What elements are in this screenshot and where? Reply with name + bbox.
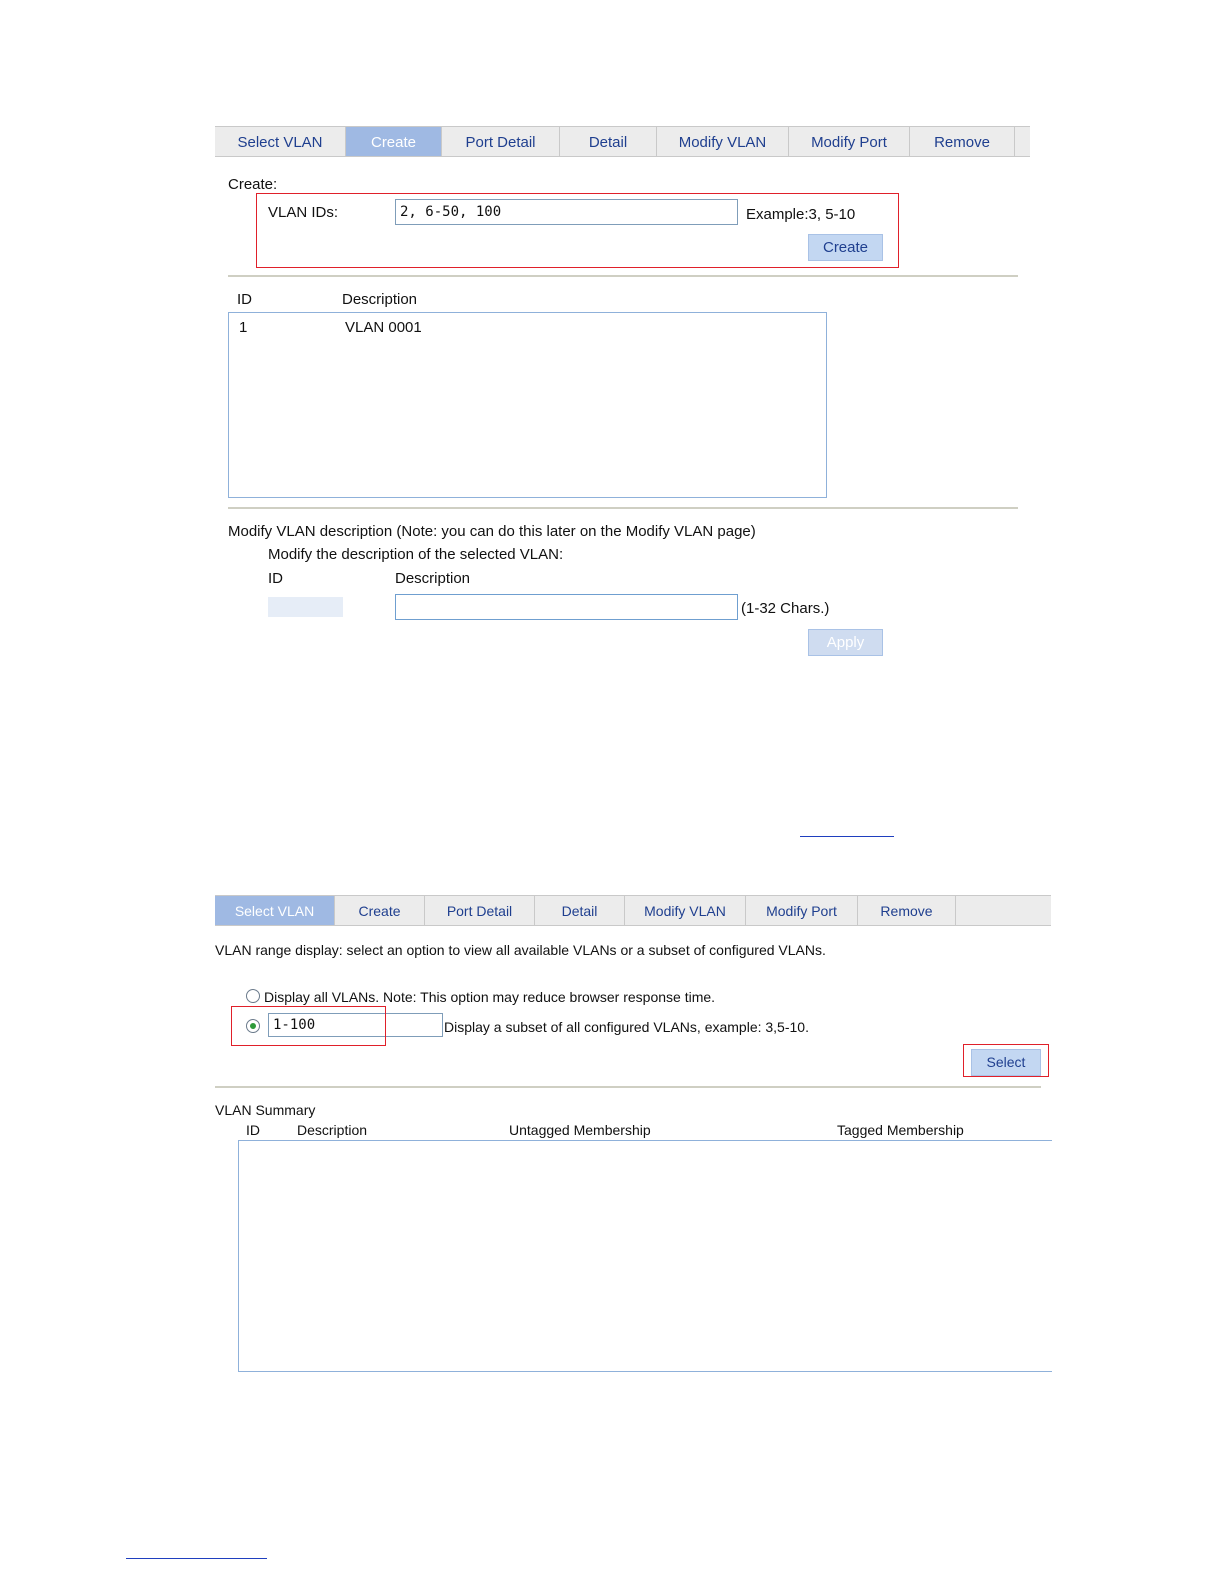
select-button[interactable]: Select xyxy=(971,1049,1041,1076)
display-all-radio[interactable] xyxy=(246,989,260,1003)
display-all-label: Display all VLANs. Note: This option may reduce browser response time. xyxy=(264,989,716,1005)
tab-modify-port[interactable]: Modify Port xyxy=(746,896,858,925)
tab-modify-port[interactable]: Modify Port xyxy=(789,127,910,156)
display-subset-label: Display a subset of all configured VLANs, example: 3,5-10. xyxy=(444,1019,809,1035)
column-description: Description xyxy=(297,1122,368,1138)
apply-button[interactable]: Apply xyxy=(808,629,883,656)
range-input-highlight xyxy=(231,1006,386,1046)
tab-remove[interactable]: Remove xyxy=(858,896,956,925)
vlan-summary-list[interactable] xyxy=(238,1140,1052,1372)
tab-modify-vlan[interactable]: Modify VLAN xyxy=(657,127,789,156)
list-item-id: 1 xyxy=(239,319,248,336)
tab-detail[interactable]: Detail xyxy=(560,127,657,156)
tab-create[interactable]: Create xyxy=(346,127,442,156)
vlan-ids-input[interactable] xyxy=(395,199,738,225)
vlan-ids-example: Example:3, 5-10 xyxy=(746,206,856,223)
modify-description-label: Description xyxy=(395,570,471,587)
divider xyxy=(228,275,1018,277)
top-tab-bar xyxy=(215,126,1030,157)
link-underline xyxy=(126,1558,267,1559)
tab-select-vlan[interactable]: Select VLAN xyxy=(215,127,346,156)
range-intro: VLAN range display: select an option to view all available VLANs or a subset of configured VLANs. xyxy=(215,942,826,958)
modify-subheading: Modify the description of the selected VLAN: xyxy=(268,546,564,563)
tab-modify-vlan[interactable]: Modify VLAN xyxy=(625,896,746,925)
modify-heading: Modify VLAN description (Note: you can do this later on the Modify VLAN page) xyxy=(228,523,756,540)
column-tagged-membership: Tagged Membership xyxy=(837,1122,964,1138)
create-heading: Create: xyxy=(228,176,278,193)
list-header-id: ID xyxy=(237,291,252,308)
select-button-highlight xyxy=(963,1044,1049,1077)
divider xyxy=(215,1086,1041,1088)
chars-hint: (1-32 Chars.) xyxy=(741,600,830,617)
tab-select-vlan[interactable]: Select VLAN xyxy=(215,896,335,925)
list-item-description: VLAN 0001 xyxy=(345,319,422,336)
modify-id-value xyxy=(268,597,343,617)
column-untagged-membership: Untagged Membership xyxy=(509,1122,651,1138)
modify-description-input[interactable] xyxy=(395,594,738,620)
vlan-summary-heading: VLAN Summary xyxy=(215,1102,316,1118)
tab-remove[interactable]: Remove xyxy=(910,127,1015,156)
column-id: ID xyxy=(246,1122,260,1138)
divider xyxy=(228,507,1018,509)
tab-detail[interactable]: Detail xyxy=(535,896,625,925)
list-item[interactable] xyxy=(229,319,826,339)
bottom-tab-bar xyxy=(215,895,1051,926)
vlan-ids-label: VLAN IDs: xyxy=(268,204,339,221)
create-button[interactable]: Create xyxy=(808,234,883,261)
link-underline xyxy=(800,836,894,837)
tab-port-detail[interactable]: Port Detail xyxy=(442,127,560,156)
tab-port-detail[interactable]: Port Detail xyxy=(425,896,535,925)
vlan-list[interactable] xyxy=(228,312,827,498)
modify-id-label: ID xyxy=(268,570,283,587)
tab-create[interactable]: Create xyxy=(335,896,425,925)
list-header-description: Description xyxy=(342,291,418,308)
